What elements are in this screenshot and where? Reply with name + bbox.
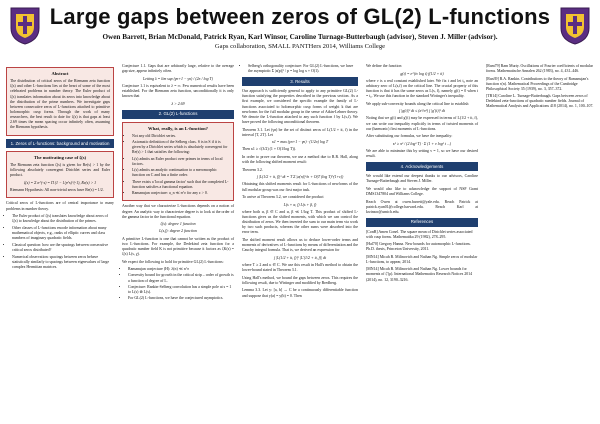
degree-text: Another way that we characterize L-functions depends on a notion of degree. An analytic way to characterize degree is to look at the order of the gamma factor in the functional equation. xyxy=(122,204,234,219)
orthogonality-list xyxy=(242,64,358,74)
motivating-text: The Riemann zeta function ζ(s) is given for Re(s) > 1 by the following absolutely convergent Dirichlet series and Euler product. xyxy=(10,162,110,178)
where2-text: where T ≥ 2 and κ ∈ C. We use this result in Hall's method to obtain the lower-bound stated in Theorem 3.1. xyxy=(242,263,358,273)
lambda-definition: Letting λ = lim sup (γn+1 − γn) / (2π / log T) xyxy=(143,76,213,81)
obtain-text: Obtaining this shifted moments result for L-functions of newforms of the full modular group was our first major task. xyxy=(242,182,358,192)
product-equation: L(s + α, f) L(s + β, f) xyxy=(283,202,317,207)
minimize-text: We are able to minimize this by setting ν = 1, so we have our desired result. xyxy=(366,148,478,159)
list-item: • Selberg's orthogonality conjecture: For GL(2) L-functions, we have the asymptotic Σ |a(p)|² / p = log log x + O(1). xyxy=(248,64,358,74)
list-item: • Classical question: how are the spacings between consecutive critical zeros distributed? xyxy=(12,243,114,253)
section-3-header: 3. Results xyxy=(242,77,358,86)
expect-text: We expect the following to hold for primitive GL(2) L-functions: xyxy=(122,259,224,264)
references-header: References xyxy=(366,218,478,227)
wirtinger-inequality: ∫ |g(t)|² dt ≤ (κ²/π²) ∫ |g'(t)|² dt xyxy=(399,109,445,114)
known-bound: λ > 2.69 xyxy=(171,101,185,106)
reference-item: [MN14] Micah B. Milinovich and Nathan Ng. Lower bounds for moments of ζ'(ρ). International Mathematics Research Notices 2014 (2014), no. 12, 3190–3216. xyxy=(366,267,473,282)
noting-text: Noting that we g(t) and g'(t) may be expressed in terms of L(1/2 + it, f), we can write our inequality explicitly in terms of twisted moments of our (harmonic) first moments of L-functions. xyxy=(366,116,478,131)
degree-2-equation: L(s,f): degree 2 function xyxy=(159,229,197,234)
theorem-conclusion: Then κ1 ≥ √(3/2) (1 + O(1/log T)). xyxy=(242,147,296,152)
list-item: • L(s) admits an analytic continuation to a meromorphic function on C and has a finite order. xyxy=(132,168,230,178)
what-heading: What, really, is an L-function? xyxy=(148,125,208,131)
poster-header xyxy=(0,0,600,62)
reference-item: [Ram79] Ram Murty. Oscillations of Fourier coefficients of modular forms. Mathematische Annalen 262 (1983), no. 4, 431–446. xyxy=(486,64,593,74)
motivating-heading: The motivating case of ζ(s) xyxy=(33,154,87,160)
section-1-header: 1. Zeros of L-functions: background and motivation xyxy=(6,139,114,148)
list-item: • Other classes of L-functions encode information about many mathematical objects, e.g., ranks of elliptic curves and class numbers of imaginary quadratic fields. xyxy=(12,226,114,241)
hall-text: Using Hall's method, we bound the gaps between zeros. This requires the following result, due to Wirtinger and modified by Bredberg. xyxy=(242,275,358,285)
moment-equation: ∫ |L(1/2 + it, f)|² dt = T Σ |a(n)|²/n + O(T (log T)^(1+ε)) xyxy=(256,175,344,180)
column-5 xyxy=(486,64,594,112)
primitive-text: A primitive L-function is one that cannot be written as the product of two L-functions. For example, the Dedekind zeta function for a quadratic number field K is not primitive because it factors as ζK(s) = ζ(s) L(s, χ). xyxy=(122,236,234,257)
author-list: Owen Barrett, Brian McDonald, Patrick Ryan, Karl Winsor, Caroline Turnage-Butterbaugh (advisor), Steven J. Miller (advisor). xyxy=(102,33,498,41)
theorem-3-1: Theorem 3.1. Let (γn) be the set of distinct zeros of L(1/2 + it, f) in the interval [T, 2T]. Let xyxy=(242,127,358,137)
reference-item: [MN14] Micah B. Milinovich and Nathan Ng. Simple zeros of modular L-functions, to appear, 2014. xyxy=(366,254,478,264)
where-text: where both α, β ∈ C and α, β ≪ 1/log T. This product of shifted L-functions gives us the shifted moments, with which we can control the distribution of zeros. We then inverted the sum to our main term via work by two such products, whereas the other sums were absorbed into the error term. xyxy=(242,209,358,235)
arrive-text: To arrive at Theorem 3.2, we considered the product xyxy=(242,195,324,200)
poster-title: Large gaps between zeros of GL(2) L-functions xyxy=(49,4,551,29)
reference-item: [TB14] Caroline L. Turnage-Butterbaugh. Gaps between zeros of Dedekind zeta-functions of quadratic number fields. Journal of Mathematical Analysis and Applications 418 (2014), no. 1, 100–107. xyxy=(486,94,594,109)
selberg-list xyxy=(126,134,230,197)
column-3 xyxy=(242,64,358,301)
ack-advisors: We would like extend our deepest thanks to our advisors, Caroline Turnage-Butterbaugh and Steven J. Miller. xyxy=(366,174,478,184)
result-inequality: κ² ≥ π² / (2 log² T) · Σ (1 + ν log² t ...) xyxy=(392,141,452,146)
derivative-moment-equation: ∫ |L(1/2 + it, f)|² |L'(1/2 + it, f)| dt xyxy=(273,255,327,260)
lemma-3-3: Lemma 3.3. Let y: [a, b] → C be a continuously differentiable function and suppose that y(a) = y(b) = 0. Then xyxy=(242,288,358,298)
list-item: • The Euler product of ζ(s) translates knowledge about zeros of ζ(s) to knowledge about the distribution of the primes. xyxy=(12,214,114,224)
list-item: • Axiomatic definition of the Selberg class. S is in S if it is given by a Dirichlet series which is absolutely convergent for Re(s) > 1 that satisfies the following: xyxy=(132,140,230,155)
list-item: • Not any old Dirichlet series. xyxy=(132,134,230,139)
conjecture-1-1: Conjecture 1.1. Gaps that are arbitrarily large, relative to the average gap size, appear infinitely often. xyxy=(122,64,234,74)
list-item: • Convexity bound for growth in the critical strip – order of growth is a function of degree of L. xyxy=(128,273,234,283)
abstract-heading: Abstract xyxy=(51,71,69,76)
after-text: After substituting our formulas, we have the inequality: xyxy=(366,134,453,139)
reference-item: [ConB] Amen Conel. The square mean of Dirichlet series associated with cusp forms. Mathematika 29 (1982), 278–295. xyxy=(366,229,473,239)
g-where-text: where ν is a real constant established later. We fix t and let t₀ note an arbitrary zero of L(s,f) on the critical line. The crucial property of this function is that it has the same zeros as L(s, f), namely g(t) = 0 when t = t₀. We use this function in the standard Wirtinger's inequality. xyxy=(366,78,478,99)
shifted-text: The shifted moment result allows us to deduce lower-order terms and moments of derivatives of L-functions by means of differentiation and the Cauchy integral formula. That is, we derived an expression for xyxy=(242,238,358,253)
section-4-header: 4. Acknowledgements xyxy=(366,162,478,171)
critical-zeros-text: Critical zeros of L-functions are of central importance to many problems in number theory. xyxy=(6,201,114,211)
zeta-equation: ζ(s) = Σ n^(-s) = Π (1 − 1/p^s)^(-1), Re(s) > 1 xyxy=(23,180,97,185)
list-item: • There exists a 'local gamma factor' such that the completed L-function satisfies a functional equation. xyxy=(132,180,230,190)
list-item: • Numerical observation: spacings between zeros behave statistically similarly to spacings between eigenvalues of large complex Hermitian matrices. xyxy=(12,255,114,270)
column-4 xyxy=(366,64,478,285)
list-item: • Ramanujan conjecture (H): λ(n) ≪ n^ε xyxy=(128,267,234,272)
reference-item: [Ran39] R.A. Rankin. Contributions to the theory of Ramanujan's function τ(n). Mathematical Proceedings of the Cambridge Philosophical Society 35 (1939), no. 3, 357–372. xyxy=(486,76,589,91)
method-text: In order to prove our theorem, we use a method due to R.R. Hall, along with the following shifted moment result: xyxy=(242,155,358,165)
column-1 xyxy=(6,64,114,272)
questions-list xyxy=(6,243,114,270)
section-2-header: 2. GL(2) L-functions xyxy=(122,110,234,119)
abstract-text: The distribution of critical zeros of the Riemann zeta function ζ(s) and other L-functions lies at the heart of some of the most celebrated problems in number theory. The Euler product of ζ(s) translates information about its zeros into knowledge about the distribution of the prime numbers. We investigate gaps between consecutive zeros of L-functions attached to primitive holomorphic cusp forms. Through the work of many researchers, the best result to date for ζ(s) is that gaps at least 2.69 times the mean spacing occur infinitely often, assuming the Riemann hypothesis. xyxy=(10,79,110,130)
ack-support: We would also like to acknowledge the support of NSF Grant DMS1347804 and Williams College. xyxy=(366,186,478,196)
college-seal-icon xyxy=(558,6,592,46)
contact-info: Reach Owen at owen.barrett@yale.edu. Reach Patrick at patrick.ryan01@college.harvard.edu. Reach Karl at kwinsor@umich.edu. xyxy=(366,199,478,214)
college-seal-icon xyxy=(8,6,42,46)
list-item: • Ramanujan conjecture: a_n ≪ n^ε for any ε > 0. xyxy=(132,191,230,196)
list-item: • L(s) admits an Euler product over primes in terms of local factors. xyxy=(132,157,230,167)
define-text: We define the function xyxy=(366,64,402,68)
kappa-equation: κ1 = max (γn+1 − γn) · (1/2π) log T xyxy=(271,140,329,145)
motivating-box xyxy=(6,151,114,199)
list-item: • Conjecture: Rankin-Selberg convolution has a simple pole at s = 1 to L(s) ⊗ L(s). xyxy=(128,285,234,295)
what-is-l-function-box xyxy=(122,122,234,202)
results-text: Our approach is sufficiently general to apply to any primitive GL(2) L-function satisfying the properties described in the previous section. As a first example, we considered the specific example the family of L-functions associated to holomorphic cusp forms of weight k that are newforms for the full modular group in the sense of Atkin-Lehner theory. We denote the L-function attached to any such function f by L(s,f). We have proved the following unconditional theorem. xyxy=(242,89,358,125)
abstract-box xyxy=(6,67,114,136)
g-equation: g(t) = e^(iν log t) f(1/2 + it) xyxy=(400,71,444,76)
list-item: • For GL(2) L-functions, we have the conjectured asymptotics. xyxy=(128,296,234,301)
reference-item: [Hal70] Gregory Hanna. New bounds for automorphic L-functions. Ph.D. thesis, Princeton University, 2011. xyxy=(366,242,471,252)
apply-text: We apply sub-convexity bounds along the critical line to establish xyxy=(366,101,469,106)
degree-1-equation: ζ(s): degree 1 function xyxy=(160,222,196,227)
riemann-hypothesis: Riemann Hypothesis: All non-trivial zeros have Re(s) = 1/2. xyxy=(10,187,104,192)
expected-properties-list xyxy=(122,267,234,302)
conjecture-text: Conjecture 1.1 is equivalent to λ = ∞. Few numerical results have been established. For the Riemann zeta function, unconditionally it is only known that xyxy=(122,83,234,99)
theorem-3-2: Theorem 3.2. xyxy=(242,167,263,172)
importance-list xyxy=(6,214,114,241)
column-2 xyxy=(122,64,234,304)
affiliation: Gaps collaboration, SMALL PANTHers 2014, Williams College xyxy=(214,43,386,50)
